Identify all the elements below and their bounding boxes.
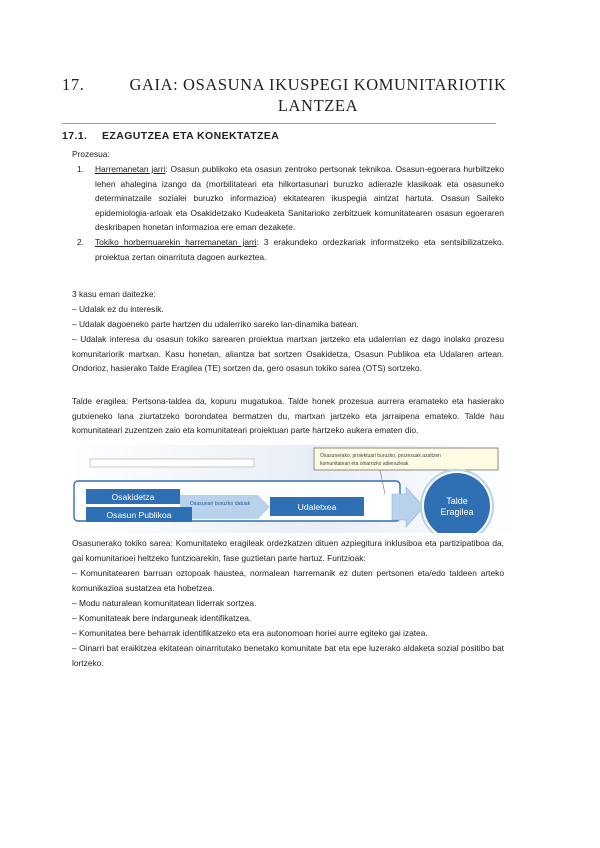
function-item: – Komunitatearen barruan oztopoak haustea, normalean harremanik ez duten pertsonen eta/edo taldeen arteko komunikazioa sustatzea eta hobetzea. [72, 568, 504, 593]
chapter-number: 17. [62, 75, 85, 94]
process-label: Prozesua: [72, 149, 110, 159]
network-paragraph: Osasunerako tokiko sarea: Komunitateko eragileak ordezkatzen dituen azpiegitura inklusiboa eta partizipatiboa da, gai komunitarioei heltzeko funtzioarekin, fase guztietan parte hartuz. Funtzioak: [72, 538, 504, 563]
osasun-publikoa-label: Osasun Publikoa [106, 510, 172, 520]
note-shadow [90, 459, 254, 467]
section-title: EZAGUTZEA ETA KONEKTATZEA [102, 130, 280, 142]
process-steps-list [72, 162, 504, 264]
step-number: 1. [77, 164, 84, 174]
step-number: 2. [77, 236, 84, 247]
section-number: 17.1. [62, 130, 88, 142]
note-line-1: Osasunerako, proiektuari buruzko, prozesuak azaltzen [320, 453, 441, 459]
case-item: – Udalak ez du interesik. [72, 304, 164, 314]
section-heading [62, 130, 279, 142]
case-item: – Udalak interesa du osasun tokiko sarearen proiektua martxan jartzeko eta udalerrian ez dago inolako prozesu komunitariorik martxan. Kasu honetan, aliantza bat sortzen Osakidetza, Osasun Publikoa eta Udalaren artean. Ondorioz, hasierako Talde Eragilea (TE) sortzen da, gero osasun tokiko sarea (OTS) sortzeko. [72, 334, 504, 374]
osakidetza-label: Osakidetza [111, 492, 155, 502]
title-divider [62, 123, 496, 124]
osasun-datuak-arrow-label: Osasunari buruzko datuak [189, 501, 251, 507]
note-line-2: komunitateari eta oinarrizko adierazleak [320, 461, 409, 467]
step-term: Harremanetan jarri [95, 164, 166, 174]
list-item [72, 235, 504, 264]
step-term: Tokiko horbernuarekin harremanetan jarri [95, 236, 257, 247]
case-item: – Udalak dagoeneko parte hartzen du udalerriko sareko lan-dinamika batean. [72, 319, 359, 329]
function-item: – Komunitateak bere indarguneak identifikatzea. [72, 613, 252, 623]
function-item: – Komunitatea bere beharrak identifikatzeko eta era autonomoan horiei aurre egiteko gai izatea. [72, 628, 428, 638]
cases-intro: 3 kasu eman daitezke: [72, 289, 156, 299]
function-item: – Modu naturalean komunitatean liderrak sortzea. [72, 598, 257, 608]
udaletxea-label: Udaletxea [297, 502, 337, 512]
eragilea-label: Eragilea [440, 507, 474, 517]
function-item: – Oinarri bat eraikitzea ekitatean oinarritutako benetako komunitate bat eta epe luzerako aldaketa sozial positibo bat lortzeko. [72, 643, 504, 668]
chapter-title: GAIA: OSASUNA IKUSPEGI KOMUNITARIOTIK LANTZEA [129, 75, 507, 115]
list-item [72, 162, 504, 235]
talde-eragilea-paragraph: Talde eragilea: Pertsona-taldea da, kopuru mugatukoa. Talde honek prozesua aurrera eramateko eta hasierako gutxieneko lana ziurtatzeko borondatea bermatzen du, martxan jartzeko eta jarraipena emateko. Talde hau komunitateari zuzentzen zaio eta komunitateari proiektuan parte hartzeko aukera ematen dio. [72, 396, 504, 436]
step-text: : 3 erakundeko ordezkariak informatzeko eta sentsibilizatzeko. proiektua zertan oinarrituta dagoen aurkeztea. [95, 236, 504, 262]
step-text: : Osasun publikoko eta osasun zentroko pertsonak teknikoa. Osasun-egoerara hurbiltzeko lehen ahalegina izango da (morbilitateari eta hilkortasunari buruzko adierazle klasikoak eta osasuneko determinatzaile sozialei buruzko informazioa) ekitatearen ikuspegia aintzat hartuta. Osasun Saileko epidemiologia-arloak eta Osakidetzako Kudeaketa Sanitarioko zerbitzuek komunitatearen osasun egoeraren deskribapen honetan informazioa ere eman dezakete. [95, 164, 504, 233]
talde-label: Talde [446, 496, 468, 506]
osasun-datuak-arrow-shape [180, 495, 270, 519]
talde-eragilea-diagram [70, 445, 516, 533]
